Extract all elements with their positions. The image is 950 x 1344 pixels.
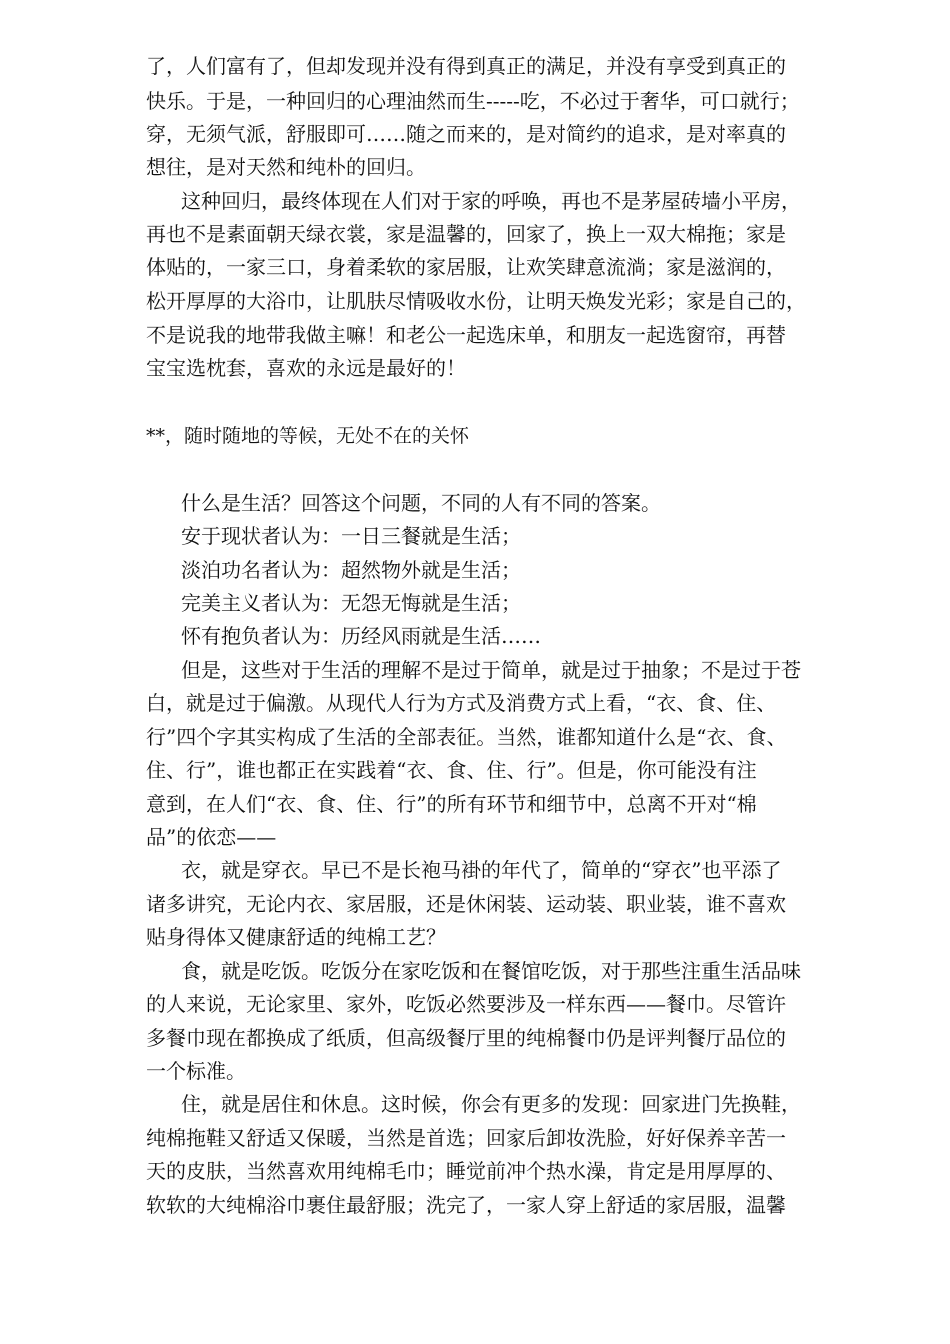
text-line: 诸多讲究，无论内衣、家居服，还是休闲装、运动装、职业装，谁不喜欢 — [146, 892, 786, 916]
text-line: 行”四个字其实构成了生活的全部表征。当然，谁都知道什么是“衣、食、 — [146, 725, 787, 749]
text-line: 软软的大纯棉浴巾裹住最舒服；洗完了，一家人穿上舒适的家居服，温馨 — [146, 1193, 786, 1217]
text-line: 再也不是素面朝天绿衣裳，家是温馨的，回家了，换上一双大棉拖；家是 — [146, 222, 786, 246]
text-line: 体贴的，一家三口，身着柔软的家居服，让欢笑肆意流淌；家是滋润的， — [146, 255, 786, 279]
text-line: 穿，无须气派，舒服即可……随之而来的，是对简约的追求，是对率真的 — [146, 122, 786, 146]
list-line: 完美主义者认为：无怨无悔就是生活； — [181, 591, 521, 615]
text-line: 了，人们富有了，但却发现并没有得到真正的满足，并没有享受到真正的 — [146, 54, 786, 78]
section-heading: **，随时随地的等候，无处不在的关怀 — [146, 425, 470, 447]
list-line: 安于现状者认为：一日三餐就是生活； — [181, 524, 521, 548]
text-line: 纯棉拖鞋又舒适又保暖，当然是首选；回家后卸妆洗脸，好好保养辛苦一 — [146, 1126, 786, 1150]
text-line: 松开厚厚的大浴巾，让肌肤尽情吸收水份，让明天焕发光彩；家是自己的， — [146, 289, 806, 313]
text-line: 多餐巾现在都换成了纸质，但高级餐厅里的纯棉餐巾仍是评判餐厅品位的 — [146, 1026, 786, 1050]
text-line: 白，就是过于偏激。从现代人行为方式及消费方式上看，“衣、食、住、 — [146, 691, 777, 715]
paragraph-first-line: 食，就是吃饭。吃饭分在家吃饭和在餐馆吃饭，对于那些注重生活品味 — [181, 959, 801, 983]
text-line: 不是说我的地带我做主嘛！和老公一起选床单，和朋友一起选窗帘，再替 — [146, 323, 786, 347]
paragraph-first-line: 住，就是居住和休息。这时候，你会有更多的发现：回家进门先换鞋， — [181, 1092, 801, 1116]
text-line: 品”的依恋—— — [146, 825, 277, 849]
text-line: 快乐。于是，一种回归的心理油然而生-----吃，不必过于奢华，可口就行； — [146, 89, 800, 113]
paragraph-first-line: 这种回归，最终体现在人们对于家的呼唤，再也不是茅屋砖墙小平房， — [181, 189, 801, 213]
paragraph-first-line: 什么是生活？回答这个问题，不同的人有不同的答案。 — [181, 491, 661, 515]
text-line: 住、行”，谁也都正在实践着“衣、食、住、行”。但是，你可能没有注 — [146, 758, 757, 782]
text-line: 的人来说，无论家里、家外，吃饭必然要涉及一样东西——餐巾。尽管许 — [146, 992, 786, 1016]
list-line: 淡泊功名者认为：超然物外就是生活； — [181, 558, 521, 582]
paragraph-first-line: 衣，就是穿衣。早已不是长袍马褂的年代了，简单的“穿衣”也平添了 — [181, 858, 782, 882]
paragraph-first-line: 但是，这些对于生活的理解不是过于简单，就是过于抽象；不是过于苍 — [181, 658, 801, 682]
text-line: 意到，在人们“衣、食、住、行”的所有环节和细节中，总离不开对“棉 — [146, 792, 757, 816]
text-line: 贴身得体又健康舒适的纯棉工艺？ — [146, 925, 446, 949]
text-line: 想往，是对天然和纯朴的回归。 — [146, 155, 426, 179]
list-line: 怀有抱负者认为：历经风雨就是生活…… — [181, 624, 541, 648]
text-line: 天的皮肤，当然喜欢用纯棉毛巾；睡觉前冲个热水澡，肯定是用厚厚的、 — [146, 1159, 786, 1183]
text-line: 宝宝选枕套，喜欢的永远是最好的！ — [146, 356, 466, 380]
text-line: 一个标准。 — [146, 1059, 246, 1083]
